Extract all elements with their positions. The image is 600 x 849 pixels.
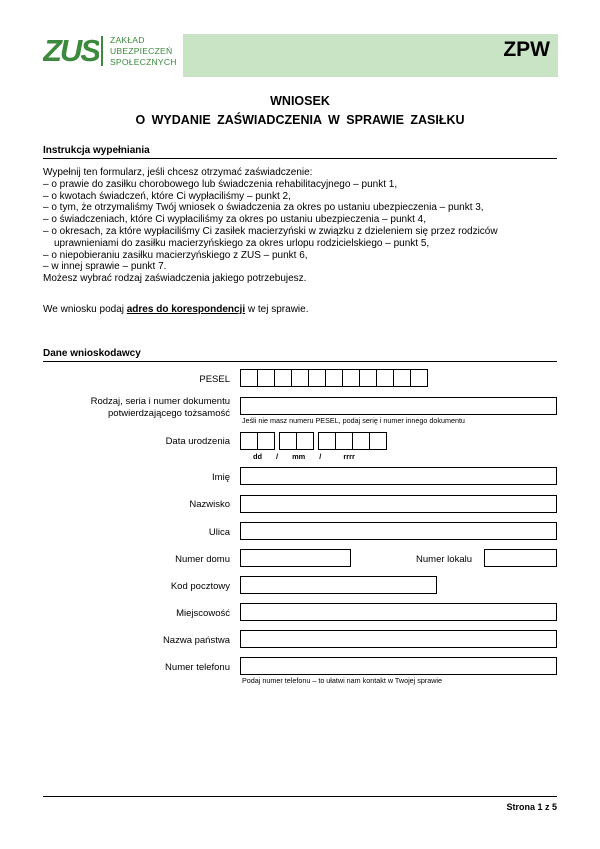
birth-date-label: Data urodzenia (165, 436, 230, 447)
birth-year-cell[interactable] (352, 432, 370, 450)
id-document-label-line-2: potwierdzającego tożsamość (108, 408, 230, 419)
pesel-cell[interactable] (274, 369, 292, 387)
note-text-after: w tej sprawie. (245, 304, 309, 315)
country-label: Nazwa państwa (162, 635, 230, 646)
footer-divider (43, 796, 557, 797)
phone-hint: Podaj numer telefonu – to ułatwi nam kontakt w Twojej sprawie (242, 676, 443, 685)
pesel-cell[interactable] (359, 369, 377, 387)
logo-line-3: SPOŁECZNYCH (110, 57, 177, 67)
postal-code-field[interactable] (240, 576, 437, 594)
id-document-label-line-1: Rodzaj, seria i numer dokumentu (90, 396, 230, 407)
birth-month-cell[interactable] (296, 432, 314, 450)
pesel-cell[interactable] (410, 369, 428, 387)
birth-date-format-hint (253, 452, 369, 461)
logo-line-1: ZAKŁAD (110, 35, 145, 45)
birth-date-input[interactable] (240, 432, 386, 450)
flat-number-label: Numer lokalu (416, 554, 472, 565)
pesel-cell[interactable] (291, 369, 309, 387)
id-document-field[interactable] (240, 397, 557, 415)
street-label: Ulica (208, 527, 230, 538)
birth-day-cell[interactable] (257, 432, 275, 450)
phone-label: Numer telefonu (165, 662, 230, 673)
instruction-item: – o okresach, za które wypłaciliśmy Ci zasiłek macierzyński w związku z dzieleniem się przez rodziców uprawnieniami do zasiłku macierzyńskiego za okres urlopu rodzicielskiego – punkt 5, (43, 225, 498, 249)
birth-day-cell[interactable] (240, 432, 258, 450)
logo-divider (101, 36, 103, 66)
instructions-body (43, 167, 563, 285)
birth-month-cell[interactable] (279, 432, 297, 450)
birth-year-cell[interactable] (369, 432, 387, 450)
flat-number-field[interactable] (484, 549, 557, 567)
instruction-item: – o prawie do zasiłku chorobowego lub świadczenia rehabilitacyjnego – punkt 1, (43, 178, 398, 190)
id-document-label (30, 396, 230, 420)
date-hint-mm: mm (292, 452, 306, 461)
instruction-item: – w innej sprawie – punkt 7. (43, 261, 167, 273)
instruction-item: – o świadczeniach, które Ci wypłaciliśmy za okres po ustaniu ubezpieczenia – punkt 4, (43, 214, 426, 226)
date-hint-dd: dd (253, 452, 263, 461)
pesel-cell[interactable] (325, 369, 343, 387)
pesel-cell[interactable] (257, 369, 275, 387)
header-band (183, 34, 558, 77)
birth-year-cell[interactable] (318, 432, 336, 450)
phone-field[interactable] (240, 657, 557, 675)
date-hint-sep: / (319, 452, 322, 461)
last-name-field[interactable] (240, 495, 557, 513)
postal-code-label: Kod pocztowy (170, 581, 230, 592)
logo-text (110, 35, 177, 68)
logo-line-2: UBEZPIECZEŃ (110, 46, 173, 56)
city-label: Miejscowość (176, 608, 230, 619)
country-field[interactable] (240, 630, 557, 648)
instruction-item: – o niepobieraniu zasiłku macierzyńskiego z ZUS – punkt 6, (43, 249, 308, 261)
zus-logo-mark: ZUS (43, 33, 99, 66)
title-line-2: O WYDANIE ZAŚWIADCZENIA W SPRAWIE ZASIŁKU (135, 113, 465, 127)
pesel-cell[interactable] (240, 369, 258, 387)
date-hint-rrrr: rrrr (343, 452, 355, 461)
title-line-1: WNIOSEK (270, 94, 330, 108)
first-name-field[interactable] (240, 467, 557, 485)
date-hint-sep: / (276, 452, 279, 461)
instructions-heading: Instrukcja wypełniania (43, 145, 557, 159)
pesel-cell[interactable] (376, 369, 394, 387)
pesel-cell[interactable] (342, 369, 360, 387)
first-name-label: Imię (212, 472, 230, 483)
pesel-input[interactable] (240, 369, 427, 387)
instructions-intro: Wypełnij ten formularz, jeśli chcesz otrzymać zaświadczenie: (43, 167, 313, 178)
house-number-label: Numer domu (175, 554, 230, 565)
instruction-item: – o kwotach świadczeń, które Ci wypłaciliśmy – punkt 2, (43, 190, 291, 202)
form-code: ZPW (503, 38, 550, 61)
instructions-outro: Możesz wybrać rodzaj zaświadczenia jakiego potrzebujesz. (43, 273, 307, 285)
pesel-label: PESEL (199, 374, 230, 385)
page-number: Strona 1 z 5 (506, 802, 557, 812)
note-text-before: We wniosku podaj (43, 304, 127, 315)
birth-year-cell[interactable] (335, 432, 353, 450)
instruction-item: – o tym, że otrzymaliśmy Twój wniosek o świadczenia za okres po ustaniu ubezpieczenia – punkt 3, (43, 202, 484, 214)
note-highlight: adres do korespondencji (126, 304, 246, 315)
zus-logo (43, 32, 99, 66)
last-name-label: Nazwisko (189, 499, 230, 510)
applicant-heading: Dane wnioskodawcy (43, 348, 557, 362)
pesel-cell[interactable] (393, 369, 411, 387)
pesel-cell[interactable] (308, 369, 326, 387)
street-field[interactable] (240, 522, 557, 540)
city-field[interactable] (240, 603, 557, 621)
id-document-hint: Jeśli nie masz numeru PESEL, podaj serię i numer innego dokumentu (242, 416, 465, 425)
correspondence-note (43, 304, 308, 315)
